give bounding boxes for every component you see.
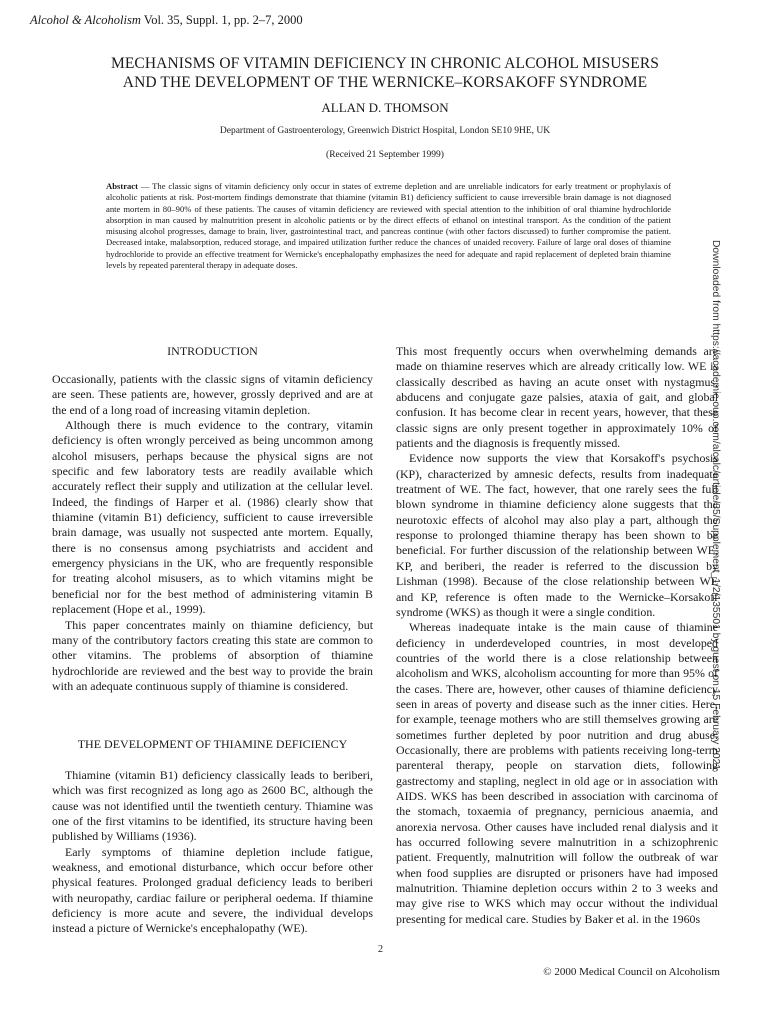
copyright-footer: © 2000 Medical Council on Alcoholism bbox=[543, 966, 720, 978]
journal-citation bbox=[30, 13, 303, 28]
page-number: 2 bbox=[378, 944, 383, 955]
abstract-label: Abstract bbox=[106, 181, 138, 191]
article-title bbox=[40, 54, 730, 92]
right-column bbox=[396, 344, 718, 927]
affiliation: Department of Gastroenterology, Greenwich District Hospital, London SE10 9HE, UK bbox=[219, 126, 551, 136]
paragraph: Whereas inadequate intake is the main cause of thiamine deficiency in underdeveloped countries, in most developed countries of the world there is a close relationship between alcoholism and WKS, alcoholism accounting for more than 95% of the cases. There are, however, other causes of thiamine deficiency seen in areas of poverty and disease such as the inner cities. Here, for example, teenage mothers who are still themselves growing are sometimes further depleted by poor nutrition and drug abuse. Occasionally, there are problems with patients receiving long-term parenteral therapy, people on starvation diets, following gastrectomy and stapling, neglect in old age or in association with AIDS. WKS has been described in association with carcinoma of the stomach, toxaemia of pregnancy, pernicious anaemia, and anorexia nervosa. Other causes have included renal dialysis and it has occurred following severe malnutrition in a schizophrenic patient. Frequently, malnutrition will follow the outbreak of war when food supplies are disrupted or prisoners have had imposed malnutrition. Thiamine depletion occurs within 2 to 3 weeks and may give rise to WKS which may occur without the individual presenting for medical care. Studies by Baker et al. in the 1960s bbox=[396, 620, 718, 926]
left-column-development bbox=[52, 768, 373, 937]
download-watermark: Downloaded from https://academic.oup.com/alcalc/article/35/Supplement_1/2/135501 by guest on 15 February 2021 bbox=[710, 240, 721, 771]
title-line-1: MECHANISMS OF VITAMIN DEFICIENCY IN CHRONIC ALCOHOL MISUSERS bbox=[110, 55, 660, 72]
paragraph: Evidence now supports the view that Korsakoff's psychosis (KP), characterized by amnesic defects, results from inadequate treatment of WE. The fact, however, that one rarely sees the full blown syndrome in thiamine deficiency alone suggests that the neurotoxic effects of alcohol may also play a part, although the response to prolonged thiamine therapy has been shown to be beneficial. For further discussion of the relationship between WE, KP, and beriberi, the reader is referred to the discussion by Lishman (1998). Because of the close relationship between WE and KP, reference is often made to the Wernicke–Korsakoff syndrome (WKS) as though it were a single condition. bbox=[396, 451, 718, 619]
paragraph: Occasionally, patients with the classic signs of vitamin deficiency are seen. These patients are, however, grossly deprived and are at the end of a long road of increasing vitamin depletion. bbox=[52, 372, 373, 417]
abstract-text: — The classic signs of vitamin deficiency only occur in states of extreme depletion and are unreliable indicators for early treatment or prophylaxis of alcoholic patients at risk. Post-mortem findings demonstrate that thiamine (vitamin B1) deficiency sufficient to cause irreversible brain damage is not diagnosed ante mortem in 80–90% of these patients. The causes of vitamin deficiency are reviewed with special attention to the inhibition of oral thiamine hydrochloride absorption in man caused by malnutrition present in alcoholic patients or by the direct effects of ethanol on intestinal transport. As the condition of the patient misusing alcohol progresses, damage to brain, liver, gastrointestinal tract, and pancreas continue (with other factors discussed) to further compromise the patient. Decreased intake, malabsorption, reduced storage, and impaired utilization further reduce the chances of unaided recovery. Failure of large oral doses of thiamine hydrochloride to provide an effective treatment for Wernicke's encephalopathy emphasizes the need for adequate and rapid replacement of depleted brain thiamine levels by repeated parenteral therapy in adequate doses. bbox=[106, 181, 671, 271]
journal-details: Vol. 35, Suppl. 1, pp. 2–7, 2000 bbox=[140, 13, 303, 27]
paragraph: Although there is much evidence to the contrary, vitamin deficiency is often wrongly perceived as being uncommon among alcohol misusers, perhaps because the physical signs are not specific and few laboratory tests are readily available which accurately reflect their supply and utilization at the cellular level. Indeed, the findings of Harper et al. (1986) clearly show that thiamine (vitamin B1) deficiency, sufficient to cause irreversible brain damage, was usually not suspected ante mortem. Equally, there is no consensus among psychiatrists and accident and emergency physicians in the UK, who are frequently responsible for treating alcohol misusers, as to which vitamins might be beneficial nor for the best method of administering vitamin B replacement (Hope et al., 1999). bbox=[52, 418, 373, 617]
heading-introduction: INTRODUCTION bbox=[167, 344, 258, 358]
title-line-2: AND THE DEVELOPMENT OF THE WERNICKE–KORSAKOFF SYNDROME bbox=[122, 74, 648, 91]
paragraph: Thiamine (vitamin B1) deficiency classically leads to beriberi, which was first recognized as long ago as 2600 BC, although the cause was not identified until the twentieth century. Thiamine was one of the first vitamins to be identified, its structure having been published by Williams (1936). bbox=[52, 768, 373, 844]
journal-name: Alcohol & Alcoholism bbox=[30, 13, 141, 27]
author: ALLAN D. THOMSON bbox=[321, 100, 449, 115]
abstract bbox=[106, 181, 671, 271]
left-column-intro bbox=[52, 372, 373, 694]
received-date: (Received 21 September 1999) bbox=[326, 150, 444, 160]
paragraph: This paper concentrates mainly on thiamine deficiency, but many of the contributory factors creating this state are common to other vitamins. The problems of absorption of thiamine hydrochloride are reviewed and the best way to provide the brain with an adequate continuous supply of thiamine is considered. bbox=[52, 617, 373, 693]
paragraph: Early symptoms of thiamine depletion include fatigue, weakness, and emotional disturbance, which occur before other physical features. Prolonged gradual deficiency leads to beriberi with neuropathy, cardiac failure or peripheral oedema. If thiamine deficiency is more acute and severe, the individual develops instead a picture of Wernicke's encephalopathy (WE). bbox=[52, 844, 373, 936]
heading-thiamine-deficiency: THE DEVELOPMENT OF THIAMINE DEFICIENCY bbox=[77, 737, 348, 751]
paragraph: This most frequently occurs when overwhelming demands are made on thiamine reserves which are already critically low. WE is classically described as having an acute onset with nystagmus, abducens and conjugate gaze palsies, ataxia of gait, and global confusion. It has become clear in recent years, however, that these classic signs are only present together in approximately 10% of patients and the diagnosis is frequently missed. bbox=[396, 344, 718, 451]
